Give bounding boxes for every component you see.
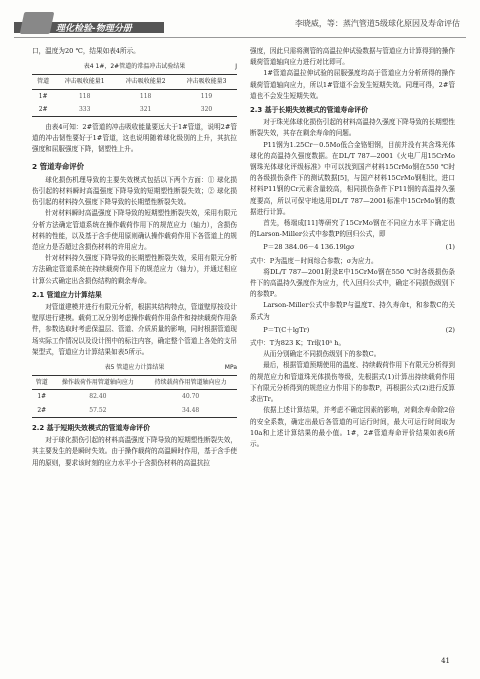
table-cell: 2# [38, 105, 48, 113]
table-header-cell: 持续载荷作用管道轴向应力 [154, 379, 227, 387]
table-header-cell: 冲击吸收能量3 [186, 78, 227, 86]
impact-test-table [32, 74, 237, 117]
table-cell: 2# [37, 406, 47, 414]
equation-1 [250, 240, 455, 255]
table-cell: 333 [78, 105, 91, 113]
paragraph: P11钢为1.25Cr－0.5Mo低合金铬钼钢，目前并没有其含珠光体球化的高温持久强度数据。在DL/T 787—2001《火电厂用15CrMo钢珠光体球化评级标准》中可以找到国产材料15CrMo钢在550 ℃时的各级损伤条件下的测试数据[5]，与国产材料15CrMo钢相比，进口材料P11钢的Cr元素含量较高，相同损伤条件下P11钢的高温持久强度要高，所以可保守地选用DL/T 787—2001标准中15CrMo钢的数据进行计算。 [250, 140, 455, 216]
paragraph: 由表4可知：2#管道的冲击吸收能量要远大于1#管道，说明2#管道的冲击韧性要好于1#管道，这也说明随着球化级别的上升，其抗拉强度和屈服强度下降，韧塑性上升。 [32, 123, 237, 154]
equation-text: P＝T(C＋lgTr) [263, 325, 310, 334]
table-cell: 119 [200, 92, 213, 100]
section-heading: 2 管道寿命评价 [32, 161, 85, 171]
paragraph: 对管道建模并进行有限元分析，根据其结构特点，管道壁厚按设计壁厚进行建模。载荷工况分别考虑操作载荷作用条件和持续载荷作用条件，参数选取时考虑保温层、管道、介质质量的影响，同时根据管道现场实际工作情况以及设计图中的标注内容，确定整个管道上各处的支吊架型式，管道应力计算结果如表5所示。 [32, 303, 237, 356]
table-cell: 118 [78, 92, 91, 100]
table-row [32, 390, 237, 404]
table-cell: 1# [37, 393, 47, 401]
table-cell: 118 [139, 92, 152, 100]
paragraph: 对于珠光体球化损伤引起的材料高温持久强度下降导致的长期塑性断裂失效，其存在剩余寿命的问题。 [250, 118, 455, 138]
table-header-cell: 冲击吸收能量1 [64, 78, 105, 86]
subsection-heading: 2.1 管道应力计算结果 [32, 290, 102, 299]
table-header-row [32, 75, 237, 89]
left-column [32, 46, 237, 469]
running-head: 李晓威，等：蒸汽管道5级球化原因及寿命评估 [294, 19, 460, 28]
table-row [32, 404, 237, 418]
page-number: 41 [441, 657, 450, 665]
table-header-cell: 管道 [37, 78, 50, 86]
table-cell: 34.48 [182, 406, 200, 414]
paragraph: 球化损伤机理导致的主要失效模式包括以下两个方面：① 球化损伤引起的材料瞬时高温强度下降导致的短期塑性断裂失效；② 球化损伤引起的材料持久强度下降导致的长期塑性断裂失效。 [32, 175, 237, 207]
paragraph: 1#管道高温拉伸试验的屈服强度均高于管道应力分析所得的操作载荷管道轴向应力，所以1#管道不会发生短期失效。同理可得，2#管道也不会发生短期失效。 [250, 69, 455, 100]
paragraph: Larson-Miller公式中参数P与温度T、持久寿命t，和参数C的关系式为 [250, 301, 455, 321]
header-divider [14, 37, 466, 38]
equation-2 [250, 323, 455, 338]
table-caption: 表4 1#，2#管道的常温冲击试验结果 J [32, 61, 237, 72]
paragraph: 首先，杨端成[11]等研究了15CrMo钢在不同应力水平下确定出的Larson-Miller公式中参数P的回归公式，即 [250, 219, 455, 239]
paragraph: 式中：T为823 K；Tr取10⁵ h。 [250, 339, 346, 348]
table-header-cell: 冲击吸收能量2 [125, 78, 166, 86]
paragraph: 从而分别确定不同损伤级别下的参数C。 [263, 350, 381, 359]
paragraph: 针对材料瞬时高温强度下降导致的短期塑性断裂失效，采用有限元分析方法确定管道系统在操作载荷作用下的规范应力（轴力），含损伤材料的性能，以及基于含手使用原则确认操作载荷作用下各管道上的规范应力是否超过含损伤材料的许用应力。 [32, 209, 237, 252]
equation-text: P＝28 384.06－4 136.19lgσ [263, 243, 355, 252]
logo-mark-icon [20, 12, 55, 34]
journal-logo [14, 10, 164, 34]
paragraph: 将DL/T 787—2001附录E中15CrMo钢在550 ℃时各级损伤条件下的高温持久强度作为应力，代入回归公式中，确定不同损伤级别下的参数P。 [250, 267, 455, 299]
journal-logo-text: 理化检验-物理分册 [56, 24, 132, 34]
subsection-heading: 2.3 基于长期失效模式的管道寿命评价 [250, 106, 368, 115]
equation-number: (2) [445, 325, 455, 334]
table-header-row [32, 376, 237, 390]
paragraph: 依据上述计算结果，并考虑不确定因素的影响，对剩余寿命除2倍的安全系数，确定出最后各管道的可运行时间，最大可运行时间取为10a和上述计算结果的最小值。1#，2#管道寿命评价结果如表6所示。 [250, 406, 455, 448]
table-header-cell: 管道 [35, 379, 48, 387]
paragraph: 强度，因此只需将测管的高温拉伸试验数据与管道应力计算得到的操作载荷管道轴向应力进行对比即可。 [250, 47, 455, 67]
table-unit: MPa [224, 364, 237, 372]
page-header [0, 0, 480, 38]
right-column [250, 46, 455, 450]
paragraph: 针对材料持久强度下降导致的长期塑性断裂失效，采用有限元分析方法确定管道系统在持续载荷作用下的规范应力（轴力），并通过相应计算公式确定出含损伤结构的剩余寿命。 [32, 254, 237, 285]
table-cell: 40.70 [182, 393, 200, 401]
table-row [32, 89, 237, 103]
paragraph: 最后，根据管道预期使用的温度、持续载荷作用下有限元分析得到的规范应力和管道珠光体损伤等级，先根据式(1)计算出持续载荷作用下有限元分析得到的规范应力作用下的参数P，再根据公式(2)进行反算求出Tr。 [250, 361, 455, 404]
table-cell: 82.40 [89, 393, 107, 401]
table-unit: J [235, 63, 237, 71]
table-cell: 321 [139, 105, 152, 113]
table-row [32, 103, 237, 117]
paragraph: 式中：P为温度－时间综合参数；σ为应力。 [250, 256, 378, 265]
subsection-heading: 2.2 基于短期失效模式的管道寿命评价 [32, 423, 150, 432]
table-cell: 1# [38, 92, 48, 100]
stress-result-table [32, 375, 237, 418]
table-cell: 320 [200, 105, 213, 113]
table-header-cell: 操作载荷作用管道轴向应力 [61, 379, 134, 387]
paragraph: 对于球化损伤引起的材料高温强度下降导致的短期塑性断裂失效，其主要发生的是瞬时失效。由于操作载荷的高温瞬时作用，基于含手使用的原则，要求该时刻的应力水平小于含损伤材料的高温抗拉 [32, 436, 237, 467]
equation-number: (1) [445, 243, 455, 252]
table-caption: 表5 管道应力计算结果 MPa [32, 362, 237, 373]
paragraph: 口，温度为20 ℃，结果如表4所示。 [32, 47, 140, 55]
table-cell: 57.52 [89, 406, 107, 414]
